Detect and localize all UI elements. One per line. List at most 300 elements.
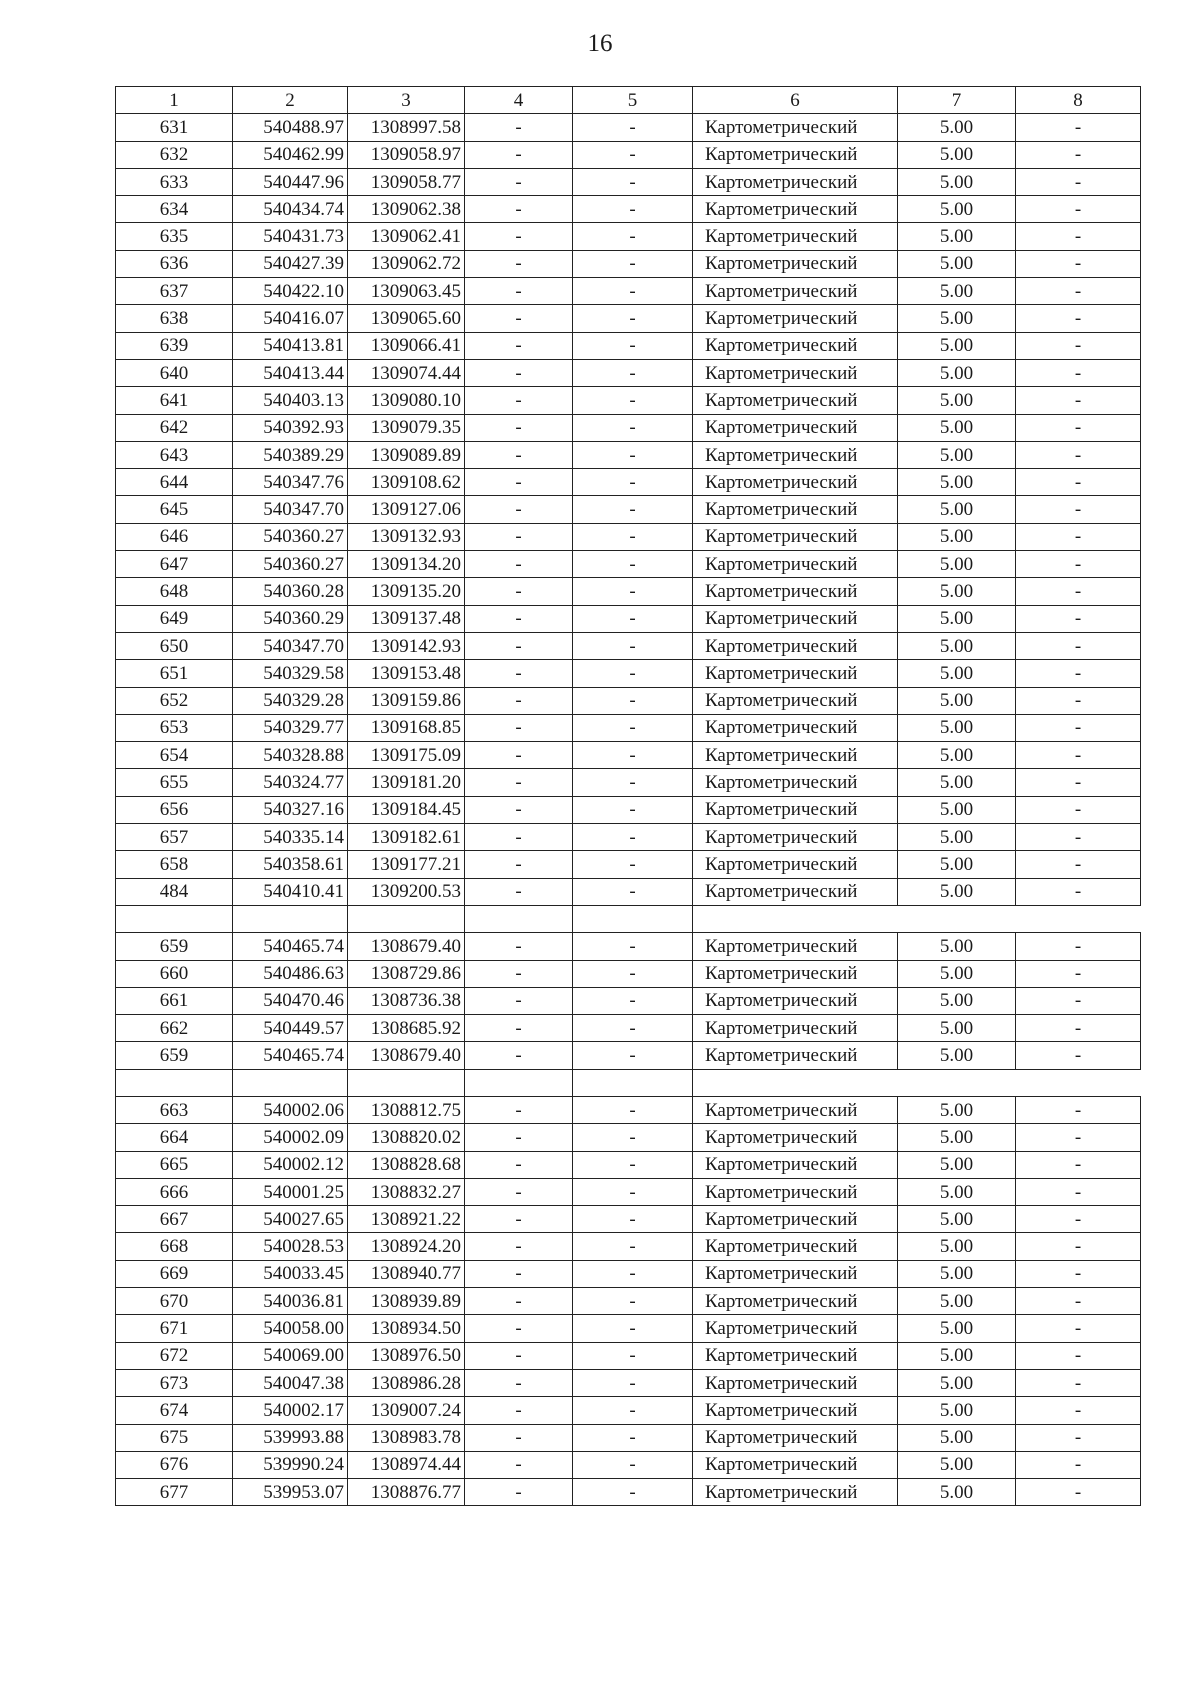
col5-cell: - bbox=[573, 1178, 693, 1205]
x-coordinate-cell: 540413.81 bbox=[233, 332, 348, 359]
col5-cell: - bbox=[573, 960, 693, 987]
col8-cell: - bbox=[1016, 1178, 1141, 1205]
col4-cell: - bbox=[465, 114, 573, 141]
point-number-cell: 636 bbox=[116, 250, 233, 277]
point-number-cell: 649 bbox=[116, 605, 233, 632]
col5-cell: - bbox=[573, 250, 693, 277]
x-coordinate-cell: 540329.28 bbox=[233, 687, 348, 714]
col5-cell: - bbox=[573, 1042, 693, 1069]
col8-cell: - bbox=[1016, 359, 1141, 386]
point-number-cell: 641 bbox=[116, 387, 233, 414]
accuracy-cell: 5.00 bbox=[898, 1315, 1016, 1342]
col4-cell: - bbox=[465, 1015, 573, 1042]
method-cell: Картометрический bbox=[693, 851, 898, 878]
col5-cell: - bbox=[573, 1260, 693, 1287]
x-coordinate-cell: 540329.77 bbox=[233, 714, 348, 741]
method-cell: Картометрический bbox=[693, 332, 898, 359]
table-row bbox=[116, 359, 1141, 386]
point-number-cell: 677 bbox=[116, 1479, 233, 1506]
col8-cell: - bbox=[1016, 1424, 1141, 1451]
y-coordinate-cell: 1309181.20 bbox=[348, 769, 465, 796]
table-row bbox=[116, 305, 1141, 332]
point-number-cell: 639 bbox=[116, 332, 233, 359]
y-coordinate-cell: 1308976.50 bbox=[348, 1342, 465, 1369]
method-cell: Картометрический bbox=[693, 469, 898, 496]
x-coordinate-cell: 540033.45 bbox=[233, 1260, 348, 1287]
col8-cell: - bbox=[1016, 1397, 1141, 1424]
table-row bbox=[116, 1451, 1141, 1478]
header-cell: 3 bbox=[348, 87, 465, 114]
x-coordinate-cell: 540047.38 bbox=[233, 1369, 348, 1396]
table-row bbox=[116, 851, 1141, 878]
method-cell: Картометрический bbox=[693, 769, 898, 796]
x-coordinate-cell: 540447.96 bbox=[233, 168, 348, 195]
y-coordinate-cell: 1308812.75 bbox=[348, 1096, 465, 1123]
table-row bbox=[116, 196, 1141, 223]
col5-cell: - bbox=[573, 196, 693, 223]
col4-cell: - bbox=[465, 632, 573, 659]
y-coordinate-cell: 1308820.02 bbox=[348, 1124, 465, 1151]
x-coordinate-cell: 540434.74 bbox=[233, 196, 348, 223]
col4-cell: - bbox=[465, 1151, 573, 1178]
point-number-cell: 642 bbox=[116, 414, 233, 441]
col5-cell: - bbox=[573, 496, 693, 523]
col4-cell: - bbox=[465, 1096, 573, 1123]
table-row bbox=[116, 742, 1141, 769]
accuracy-cell: 5.00 bbox=[898, 878, 1016, 905]
page-number: 16 bbox=[587, 30, 613, 57]
header-cell: 8 bbox=[1016, 87, 1141, 114]
method-cell: Картометрический bbox=[693, 1315, 898, 1342]
col5-cell: - bbox=[573, 1288, 693, 1315]
point-number-cell: 647 bbox=[116, 551, 233, 578]
y-coordinate-cell: 1309080.10 bbox=[348, 387, 465, 414]
method-cell: Картометрический bbox=[693, 196, 898, 223]
col8-cell: - bbox=[1016, 824, 1141, 851]
table-row bbox=[116, 1151, 1141, 1178]
point-number-cell: 666 bbox=[116, 1178, 233, 1205]
point-number-cell: 676 bbox=[116, 1451, 233, 1478]
y-coordinate-cell: 1309066.41 bbox=[348, 332, 465, 359]
y-coordinate-cell: 1309132.93 bbox=[348, 523, 465, 550]
col4-cell: - bbox=[465, 1124, 573, 1151]
table-row bbox=[116, 1479, 1141, 1506]
col5-cell: - bbox=[573, 578, 693, 605]
col4-cell: - bbox=[465, 359, 573, 386]
table-row bbox=[116, 278, 1141, 305]
method-cell: Картометрический bbox=[693, 250, 898, 277]
y-coordinate-cell: 1308940.77 bbox=[348, 1260, 465, 1287]
point-number-cell: 644 bbox=[116, 469, 233, 496]
col5-cell: - bbox=[573, 824, 693, 851]
method-cell: Картометрический bbox=[693, 1288, 898, 1315]
col8-cell: - bbox=[1016, 305, 1141, 332]
col4-cell: - bbox=[465, 141, 573, 168]
col4-cell: - bbox=[465, 223, 573, 250]
accuracy-cell: 5.00 bbox=[898, 278, 1016, 305]
x-coordinate-cell: 540360.29 bbox=[233, 605, 348, 632]
y-coordinate-cell: 1309058.77 bbox=[348, 168, 465, 195]
col4-cell: - bbox=[465, 851, 573, 878]
method-cell: Картометрический bbox=[693, 551, 898, 578]
method-cell: Картометрический bbox=[693, 960, 898, 987]
point-number-cell: 662 bbox=[116, 1015, 233, 1042]
col8-cell: - bbox=[1016, 196, 1141, 223]
method-cell: Картометрический bbox=[693, 796, 898, 823]
method-cell: Картометрический bbox=[693, 441, 898, 468]
method-cell: Картометрический bbox=[693, 387, 898, 414]
table-row bbox=[116, 878, 1141, 905]
x-coordinate-cell: 540002.06 bbox=[233, 1096, 348, 1123]
empty-cell bbox=[573, 1069, 693, 1096]
empty-cell bbox=[465, 1069, 573, 1096]
col4-cell: - bbox=[465, 1233, 573, 1260]
col5-cell: - bbox=[573, 1479, 693, 1506]
accuracy-cell: 5.00 bbox=[898, 1479, 1016, 1506]
col8-cell: - bbox=[1016, 496, 1141, 523]
point-number-cell: 655 bbox=[116, 769, 233, 796]
table-row bbox=[116, 1424, 1141, 1451]
table-row bbox=[116, 223, 1141, 250]
accuracy-cell: 5.00 bbox=[898, 960, 1016, 987]
point-number-cell: 661 bbox=[116, 987, 233, 1014]
method-cell: Картометрический bbox=[693, 824, 898, 851]
method-cell: Картометрический bbox=[693, 742, 898, 769]
x-coordinate-cell: 540036.81 bbox=[233, 1288, 348, 1315]
header-cell: 5 bbox=[573, 87, 693, 114]
col8-cell: - bbox=[1016, 1479, 1141, 1506]
accuracy-cell: 5.00 bbox=[898, 824, 1016, 851]
table-row bbox=[116, 632, 1141, 659]
col8-cell: - bbox=[1016, 1233, 1141, 1260]
header-cell: 4 bbox=[465, 87, 573, 114]
y-coordinate-cell: 1309065.60 bbox=[348, 305, 465, 332]
col5-cell: - bbox=[573, 1096, 693, 1123]
y-coordinate-cell: 1308934.50 bbox=[348, 1315, 465, 1342]
x-coordinate-cell: 540416.07 bbox=[233, 305, 348, 332]
col5-cell: - bbox=[573, 441, 693, 468]
col5-cell: - bbox=[573, 769, 693, 796]
col8-cell: - bbox=[1016, 1124, 1141, 1151]
point-number-cell: 635 bbox=[116, 223, 233, 250]
col5-cell: - bbox=[573, 878, 693, 905]
col8-cell: - bbox=[1016, 1369, 1141, 1396]
col4-cell: - bbox=[465, 1178, 573, 1205]
col5-cell: - bbox=[573, 1124, 693, 1151]
header-cell: 7 bbox=[898, 87, 1016, 114]
table-row bbox=[116, 441, 1141, 468]
point-number-cell: 672 bbox=[116, 1342, 233, 1369]
point-number-cell: 657 bbox=[116, 824, 233, 851]
x-coordinate-cell: 540347.70 bbox=[233, 496, 348, 523]
point-number-cell: 632 bbox=[116, 141, 233, 168]
col8-cell: - bbox=[1016, 168, 1141, 195]
x-coordinate-cell: 539993.88 bbox=[233, 1424, 348, 1451]
point-number-cell: 660 bbox=[116, 960, 233, 987]
point-number-cell: 651 bbox=[116, 660, 233, 687]
col5-cell: - bbox=[573, 1015, 693, 1042]
y-coordinate-cell: 1309175.09 bbox=[348, 742, 465, 769]
method-cell: Картометрический bbox=[693, 687, 898, 714]
table-row bbox=[116, 496, 1141, 523]
y-coordinate-cell: 1309062.38 bbox=[348, 196, 465, 223]
method-cell: Картометрический bbox=[693, 496, 898, 523]
accuracy-cell: 5.00 bbox=[898, 523, 1016, 550]
accuracy-cell: 5.00 bbox=[898, 796, 1016, 823]
point-number-cell: 484 bbox=[116, 878, 233, 905]
col8-cell: - bbox=[1016, 769, 1141, 796]
col5-cell: - bbox=[573, 1206, 693, 1233]
x-coordinate-cell: 540465.74 bbox=[233, 933, 348, 960]
col4-cell: - bbox=[465, 1342, 573, 1369]
x-coordinate-cell: 540002.12 bbox=[233, 1151, 348, 1178]
col5-cell: - bbox=[573, 141, 693, 168]
accuracy-cell: 5.00 bbox=[898, 1178, 1016, 1205]
table-row bbox=[116, 714, 1141, 741]
table-row bbox=[116, 769, 1141, 796]
col5-cell: - bbox=[573, 1369, 693, 1396]
table-row bbox=[116, 1342, 1141, 1369]
col4-cell: - bbox=[465, 769, 573, 796]
y-coordinate-cell: 1309159.86 bbox=[348, 687, 465, 714]
col4-cell: - bbox=[465, 1479, 573, 1506]
method-cell: Картометрический bbox=[693, 578, 898, 605]
col8-cell: - bbox=[1016, 1096, 1141, 1123]
accuracy-cell: 5.00 bbox=[898, 1397, 1016, 1424]
col8-cell: - bbox=[1016, 114, 1141, 141]
empty-cell bbox=[116, 905, 233, 932]
accuracy-cell: 5.00 bbox=[898, 851, 1016, 878]
table-row bbox=[116, 1260, 1141, 1287]
col4-cell: - bbox=[465, 660, 573, 687]
accuracy-cell: 5.00 bbox=[898, 223, 1016, 250]
point-number-cell: 674 bbox=[116, 1397, 233, 1424]
col4-cell: - bbox=[465, 523, 573, 550]
block-separator-row bbox=[116, 905, 1141, 932]
y-coordinate-cell: 1308924.20 bbox=[348, 1233, 465, 1260]
point-number-cell: 652 bbox=[116, 687, 233, 714]
table-row bbox=[116, 660, 1141, 687]
col4-cell: - bbox=[465, 1397, 573, 1424]
col4-cell: - bbox=[465, 496, 573, 523]
col4-cell: - bbox=[465, 196, 573, 223]
col4-cell: - bbox=[465, 933, 573, 960]
col5-cell: - bbox=[573, 1451, 693, 1478]
table-row bbox=[116, 523, 1141, 550]
point-number-cell: 673 bbox=[116, 1369, 233, 1396]
empty-cell bbox=[693, 1069, 1141, 1096]
col8-cell: - bbox=[1016, 441, 1141, 468]
method-cell: Картометрический bbox=[693, 1424, 898, 1451]
accuracy-cell: 5.00 bbox=[898, 933, 1016, 960]
col4-cell: - bbox=[465, 278, 573, 305]
col8-cell: - bbox=[1016, 796, 1141, 823]
col8-cell: - bbox=[1016, 223, 1141, 250]
accuracy-cell: 5.00 bbox=[898, 141, 1016, 168]
y-coordinate-cell: 1309062.72 bbox=[348, 250, 465, 277]
col8-cell: - bbox=[1016, 1260, 1141, 1287]
method-cell: Картометрический bbox=[693, 1369, 898, 1396]
col5-cell: - bbox=[573, 1315, 693, 1342]
col5-cell: - bbox=[573, 523, 693, 550]
empty-cell bbox=[233, 1069, 348, 1096]
y-coordinate-cell: 1309074.44 bbox=[348, 359, 465, 386]
x-coordinate-cell: 540360.28 bbox=[233, 578, 348, 605]
x-coordinate-cell: 540360.27 bbox=[233, 523, 348, 550]
col8-cell: - bbox=[1016, 742, 1141, 769]
table-row bbox=[116, 141, 1141, 168]
table-row bbox=[116, 687, 1141, 714]
col4-cell: - bbox=[465, 1451, 573, 1478]
method-cell: Картометрический bbox=[693, 1206, 898, 1233]
accuracy-cell: 5.00 bbox=[898, 441, 1016, 468]
col8-cell: - bbox=[1016, 1151, 1141, 1178]
x-coordinate-cell: 540389.29 bbox=[233, 441, 348, 468]
table-row bbox=[116, 414, 1141, 441]
y-coordinate-cell: 1308828.68 bbox=[348, 1151, 465, 1178]
table-row bbox=[116, 168, 1141, 195]
table-row bbox=[116, 551, 1141, 578]
col5-cell: - bbox=[573, 851, 693, 878]
col8-cell: - bbox=[1016, 960, 1141, 987]
method-cell: Картометрический bbox=[693, 1342, 898, 1369]
col8-cell: - bbox=[1016, 141, 1141, 168]
table-row bbox=[116, 1124, 1141, 1151]
point-number-cell: 665 bbox=[116, 1151, 233, 1178]
y-coordinate-cell: 1308729.86 bbox=[348, 960, 465, 987]
method-cell: Картометрический bbox=[693, 1233, 898, 1260]
y-coordinate-cell: 1309062.41 bbox=[348, 223, 465, 250]
col4-cell: - bbox=[465, 250, 573, 277]
col8-cell: - bbox=[1016, 1042, 1141, 1069]
col4-cell: - bbox=[465, 714, 573, 741]
col4-cell: - bbox=[465, 551, 573, 578]
col5-cell: - bbox=[573, 605, 693, 632]
point-number-cell: 671 bbox=[116, 1315, 233, 1342]
method-cell: Картометрический bbox=[693, 278, 898, 305]
y-coordinate-cell: 1309200.53 bbox=[348, 878, 465, 905]
y-coordinate-cell: 1309127.06 bbox=[348, 496, 465, 523]
empty-cell bbox=[233, 905, 348, 932]
col5-cell: - bbox=[573, 660, 693, 687]
table-row bbox=[116, 1397, 1141, 1424]
col5-cell: - bbox=[573, 305, 693, 332]
table-row bbox=[116, 578, 1141, 605]
method-cell: Картометрический bbox=[693, 114, 898, 141]
accuracy-cell: 5.00 bbox=[898, 332, 1016, 359]
method-cell: Картометрический bbox=[693, 223, 898, 250]
x-coordinate-cell: 540002.17 bbox=[233, 1397, 348, 1424]
x-coordinate-cell: 540347.70 bbox=[233, 632, 348, 659]
col4-cell: - bbox=[465, 1042, 573, 1069]
y-coordinate-cell: 1308679.40 bbox=[348, 1042, 465, 1069]
col5-cell: - bbox=[573, 469, 693, 496]
point-number-cell: 670 bbox=[116, 1288, 233, 1315]
col5-cell: - bbox=[573, 1151, 693, 1178]
x-coordinate-cell: 540486.63 bbox=[233, 960, 348, 987]
point-number-cell: 633 bbox=[116, 168, 233, 195]
method-cell: Картометрический bbox=[693, 1124, 898, 1151]
x-coordinate-cell: 540069.00 bbox=[233, 1342, 348, 1369]
accuracy-cell: 5.00 bbox=[898, 168, 1016, 195]
col5-cell: - bbox=[573, 168, 693, 195]
point-number-cell: 650 bbox=[116, 632, 233, 659]
method-cell: Картометрический bbox=[693, 168, 898, 195]
method-cell: Картометрический bbox=[693, 714, 898, 741]
y-coordinate-cell: 1308974.44 bbox=[348, 1451, 465, 1478]
y-coordinate-cell: 1309177.21 bbox=[348, 851, 465, 878]
x-coordinate-cell: 540449.57 bbox=[233, 1015, 348, 1042]
table-row bbox=[116, 1042, 1141, 1069]
table-row bbox=[116, 1096, 1141, 1123]
col5-cell: - bbox=[573, 1342, 693, 1369]
col8-cell: - bbox=[1016, 1315, 1141, 1342]
point-number-cell: 669 bbox=[116, 1260, 233, 1287]
accuracy-cell: 5.00 bbox=[898, 769, 1016, 796]
x-coordinate-cell: 540431.73 bbox=[233, 223, 348, 250]
x-coordinate-cell: 540470.46 bbox=[233, 987, 348, 1014]
col8-cell: - bbox=[1016, 605, 1141, 632]
col4-cell: - bbox=[465, 168, 573, 195]
table-row bbox=[116, 960, 1141, 987]
x-coordinate-cell: 540028.53 bbox=[233, 1233, 348, 1260]
col4-cell: - bbox=[465, 605, 573, 632]
point-number-cell: 638 bbox=[116, 305, 233, 332]
accuracy-cell: 5.00 bbox=[898, 114, 1016, 141]
point-number-cell: 640 bbox=[116, 359, 233, 386]
col8-cell: - bbox=[1016, 250, 1141, 277]
col8-cell: - bbox=[1016, 551, 1141, 578]
method-cell: Картометрический bbox=[693, 141, 898, 168]
point-number-cell: 658 bbox=[116, 851, 233, 878]
method-cell: Картометрический bbox=[693, 987, 898, 1014]
x-coordinate-cell: 540335.14 bbox=[233, 824, 348, 851]
x-coordinate-cell: 540327.16 bbox=[233, 796, 348, 823]
col5-cell: - bbox=[573, 1424, 693, 1451]
col5-cell: - bbox=[573, 1233, 693, 1260]
col5-cell: - bbox=[573, 414, 693, 441]
col8-cell: - bbox=[1016, 660, 1141, 687]
col4-cell: - bbox=[465, 1315, 573, 1342]
y-coordinate-cell: 1308876.77 bbox=[348, 1479, 465, 1506]
col4-cell: - bbox=[465, 1206, 573, 1233]
block-separator-row bbox=[116, 1069, 1141, 1096]
col8-cell: - bbox=[1016, 851, 1141, 878]
point-number-cell: 659 bbox=[116, 933, 233, 960]
accuracy-cell: 5.00 bbox=[898, 632, 1016, 659]
col8-cell: - bbox=[1016, 1206, 1141, 1233]
empty-cell bbox=[348, 1069, 465, 1096]
accuracy-cell: 5.00 bbox=[898, 1342, 1016, 1369]
col5-cell: - bbox=[573, 687, 693, 714]
col5-cell: - bbox=[573, 714, 693, 741]
point-number-cell: 663 bbox=[116, 1096, 233, 1123]
col5-cell: - bbox=[573, 632, 693, 659]
point-number-cell: 653 bbox=[116, 714, 233, 741]
col8-cell: - bbox=[1016, 632, 1141, 659]
y-coordinate-cell: 1309168.85 bbox=[348, 714, 465, 741]
point-number-cell: 645 bbox=[116, 496, 233, 523]
method-cell: Картометрический bbox=[693, 359, 898, 386]
y-coordinate-cell: 1309007.24 bbox=[348, 1397, 465, 1424]
table-row bbox=[116, 987, 1141, 1014]
method-cell: Картометрический bbox=[693, 1151, 898, 1178]
y-coordinate-cell: 1309153.48 bbox=[348, 660, 465, 687]
point-number-cell: 646 bbox=[116, 523, 233, 550]
table-body bbox=[116, 87, 1141, 1506]
x-coordinate-cell: 539990.24 bbox=[233, 1451, 348, 1478]
col8-cell: - bbox=[1016, 414, 1141, 441]
